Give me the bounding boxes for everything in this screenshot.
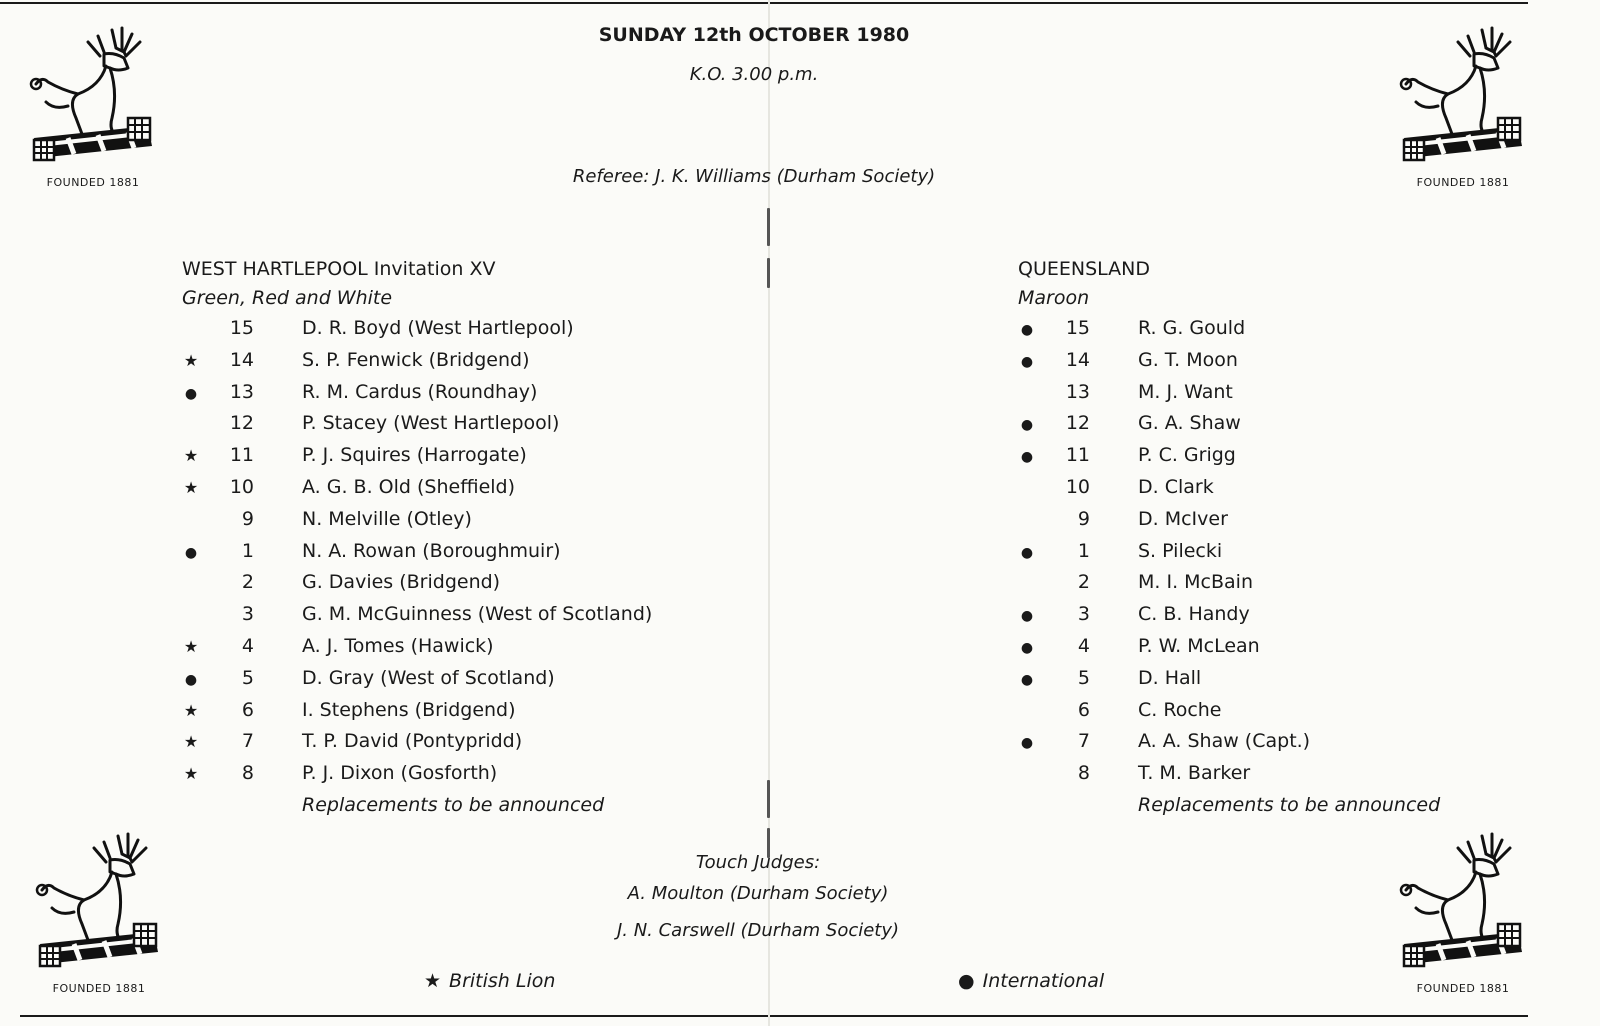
player-name: A. J. Tomes (Hawick) [302,634,494,657]
player-name: D. Hall [1138,666,1202,689]
crest-caption: FOUNDED 1881 [46,176,140,189]
player-row [182,440,604,472]
player-number: 7 [241,730,254,753]
referee: Referee: J. K. Williams (Durham Society) [572,166,936,187]
player-row [182,663,604,695]
team-west-hartlepool [182,255,653,820]
player-number: 2 [241,571,254,594]
player-name: N. Melville (Otley) [302,507,472,530]
star-icon [182,758,200,790]
player-name: R. G. Gould [1138,317,1246,339]
player-number: 13 [1065,380,1090,403]
player-number: 10 [1065,475,1090,498]
key-international [958,970,1104,992]
touch-judge: J. N. Carswell (Durham Society) [616,920,900,941]
touch-judge: A. Moulton (Durham Society) [627,883,889,904]
player-name: P. J. Squires (Harrogate) [302,444,527,467]
player-row [182,695,604,727]
player-name: A. G. B. Old (Sheffield) [302,475,516,498]
dot-icon [182,663,200,697]
player-row [1018,408,1440,440]
player-list [1018,313,1440,790]
player-name: C. Roche [1138,698,1222,721]
replacements-note: Replacements to be announced [302,793,605,816]
player-number: 5 [241,666,254,689]
player-number: 2 [1077,571,1090,594]
player-name: N. A. Rowan (Boroughmuir) [302,539,561,562]
team-name: WEST HARTLEPOOL Invitation XV [182,258,496,280]
player-number: 1 [241,539,254,562]
player-number: 3 [1077,603,1090,626]
staple [767,208,770,246]
staple [767,258,770,288]
team-colours: Green, Red and White [182,287,393,309]
dot-icon [1018,536,1036,570]
player-number: 14 [229,348,254,371]
player-number: 11 [229,444,254,467]
player-row [1018,695,1440,727]
player-name: P. J. Dixon (Gosforth) [302,762,498,785]
team-colours: Maroon [1018,287,1090,309]
replacements-note: Replacements to be announced [1138,793,1441,816]
player-number: 4 [241,634,254,657]
key-label: British Lion [449,970,556,992]
player-row [182,536,604,568]
player-number: 9 [1077,507,1090,530]
player-number: 9 [241,507,254,530]
player-number: 5 [1077,666,1090,689]
crest-top-left [18,22,168,189]
player-number: 6 [1077,698,1090,721]
player-row [1018,536,1440,568]
player-name: G. T. Moon [1138,348,1238,371]
player-row [182,758,604,790]
key-label: International [982,970,1105,992]
player-number: 13 [229,380,254,403]
player-name: G. A. Shaw [1138,412,1241,435]
dot-icon [182,377,200,411]
player-row [182,599,653,631]
player-list [182,313,653,790]
player-row [1018,377,1440,409]
player-name: C. B. Handy [1138,603,1250,626]
staple [767,780,770,818]
player-row [1018,599,1440,631]
player-name: M. I. McBain [1138,571,1253,594]
player-row [1018,440,1440,472]
star-icon [182,631,200,663]
dot-icon [1018,663,1036,697]
dot-icon [1018,631,1036,665]
player-number: 8 [1077,762,1090,785]
team-name: QUEENSLAND [1018,258,1151,280]
player-name: I. Stephens (Bridgend) [302,698,516,721]
player-name: M. J. Want [1138,380,1233,403]
player-name: R. M. Cardus (Roundhay) [302,380,538,403]
team-queensland [1018,255,1440,820]
player-number: 15 [229,317,254,339]
dot-icon: ● [958,970,975,992]
player-name: D. McIver [1138,507,1228,530]
crest-caption: FOUNDED 1881 [52,982,146,995]
player-row [182,504,604,536]
star-icon [182,440,200,472]
player-row [182,313,604,345]
dot-icon [1018,313,1036,347]
player-number: 8 [241,762,254,785]
star-icon [182,726,200,758]
player-row [182,472,604,504]
player-name: A. A. Shaw (Capt.) [1138,730,1311,753]
player-row [182,631,604,663]
player-row [182,567,604,599]
star-icon [182,695,200,727]
player-name: D. Clark [1138,475,1214,498]
star-icon: ★ [424,970,442,992]
player-name: S. P. Fenwick (Bridgend) [302,348,530,371]
crest-caption: FOUNDED 1881 [1416,176,1510,189]
player-number: 4 [1077,634,1090,657]
player-number: 1 [1077,539,1090,562]
player-name: P. C. Grigg [1138,444,1236,467]
player-row [1018,313,1440,345]
dot-icon [1018,599,1036,633]
match-date: SUNDAY 12th OCTOBER 1980 [598,24,910,46]
player-row [182,408,604,440]
player-number: 6 [241,698,254,721]
player-number: 11 [1065,444,1090,467]
star-icon [182,345,200,377]
dot-icon [1018,726,1036,760]
player-row [1018,663,1440,695]
player-number: 15 [1065,317,1090,339]
player-row [1018,726,1440,758]
dot-icon [1018,408,1036,442]
player-name: G. M. McGuinness (West of Scotland) [302,603,653,626]
player-name: T. M. Barker [1138,762,1251,785]
player-name: P. Stacey (West Hartlepool) [302,412,560,435]
dot-icon [1018,440,1036,474]
player-number: 14 [1065,348,1090,371]
player-row [182,345,604,377]
crest-top-right [1388,22,1538,189]
player-row [1018,472,1440,504]
dot-icon [1018,345,1036,379]
star-icon [182,472,200,504]
dot-icon [182,536,200,570]
player-number: 3 [241,603,254,626]
player-number: 12 [1065,412,1090,435]
player-row [1018,504,1440,536]
player-name: D. R. Boyd (West Hartlepool) [302,317,574,339]
key-british-lion [424,970,555,992]
player-name: T. P. David (Pontypridd) [302,730,523,753]
player-row [1018,631,1440,663]
player-name: D. Gray (West of Scotland) [302,666,555,689]
crest-caption: FOUNDED 1881 [1416,982,1510,995]
player-row [182,726,604,758]
bottom-rule [20,1015,1528,1017]
player-number: 10 [229,475,254,498]
player-number: 12 [229,412,254,435]
kickoff-time: K.O. 3.00 p.m. [689,64,819,85]
player-number: 7 [1077,730,1090,753]
player-row [1018,567,1440,599]
player-name: G. Davies (Bridgend) [302,571,501,594]
player-row [1018,758,1440,790]
player-name: P. W. McLean [1138,634,1260,657]
player-name: S. Pilecki [1138,539,1223,562]
touch-judges-title: Touch Judges: [695,852,821,873]
top-rule [0,2,1528,4]
player-row [182,377,604,409]
player-row [1018,345,1440,377]
